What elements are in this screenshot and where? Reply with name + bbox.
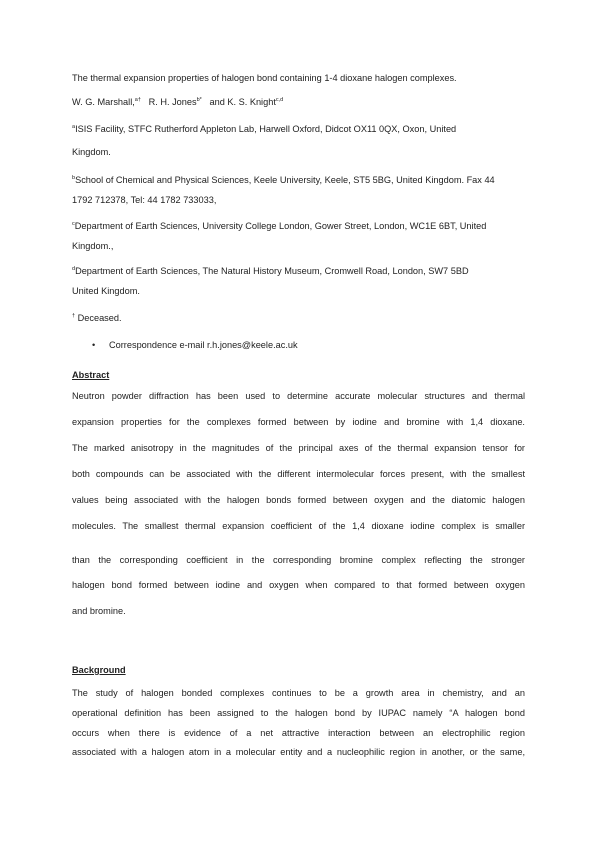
abstract-line: both compounds can be associated with the different intermolecular forces present, with the smallest <box>72 469 525 479</box>
background-line: occurs when there is evidence of a net attractive interaction between an electrophilic region <box>72 728 525 738</box>
author-knight-sup: c,d <box>275 96 284 103</box>
background-line: associated with a halogen atom in a molecular entity and a nucleophilic region in another, or the same, <box>72 747 525 757</box>
abstract-line: molecules. The smallest thermal expansion coefficient of the 1,4 dioxane iodine complex is smaller <box>72 521 525 531</box>
affiliation-d-line2: United Kingdom. <box>72 286 140 296</box>
paper-title: The thermal expansion properties of halogen bond containing 1-4 dioxane halogen complexes. <box>72 73 457 83</box>
abstract-line: and bromine. <box>72 606 126 616</box>
abstract-heading: Abstract <box>72 370 110 380</box>
affiliation-a-sup: a <box>72 123 76 130</box>
background-heading: Background <box>72 665 126 675</box>
deceased-note <box>72 313 122 324</box>
affiliation-b-sup: b <box>72 174 76 181</box>
author-jones-sup: b* <box>196 96 202 103</box>
affiliation-d-text: Department of Earth Sciences, The Natural History Museum, Cromwell Road, London, SW7 5BD <box>75 266 469 276</box>
abstract-line: halogen bond formed between iodine and oxygen when compared to that formed between oxygen <box>72 580 525 590</box>
affiliation-d-line1 <box>72 266 469 277</box>
affiliation-b-line2: 1792 712378, Tel: 44 1782 733033, <box>72 195 217 205</box>
deceased-text: Deceased. <box>75 313 122 323</box>
abstract-line: than the corresponding coefficient in the corresponding bromine complex reflecting the stronger <box>72 555 525 565</box>
background-line: operational definition has been assigned to the halogen bond by IUPAC namely “A halogen bond <box>72 708 525 718</box>
abstract-line: The marked anisotropy in the magnitudes of the principal axes of the thermal expansion tensor for <box>72 443 525 453</box>
affiliation-c-text: Department of Earth Sciences, University College London, Gower Street, London, WC1E 6BT, United <box>74 221 487 231</box>
abstract-line: values being associated with the halogen bonds formed between oxygen and the diatomic halogen <box>72 495 525 505</box>
abstract-line: expansion properties for the complexes formed between by iodine and bromine with 1,4 dioxane. <box>72 417 525 427</box>
author-knight: and K. S. Knight <box>209 97 276 107</box>
affiliation-d-sup: d <box>72 265 76 272</box>
background-line: The study of halogen bonded complexes continues to be a growth area in chemistry, and an <box>72 688 525 698</box>
abstract-line: Neutron powder diffraction has been used to determine accurate molecular structures and thermal <box>72 391 525 401</box>
author-marshall-sup: a† <box>134 96 141 103</box>
affiliation-b-text: School of Chemical and Physical Sciences, Keele University, Keele, ST5 5BG, United Kingdom. Fax 44 <box>75 175 495 185</box>
affiliation-b-line1 <box>72 175 495 186</box>
dagger-sup: † <box>72 312 76 319</box>
affiliation-c-sup: c <box>72 220 75 227</box>
author-marshall: W. G. Marshall, <box>72 97 135 107</box>
author-jones: R. H. Jones <box>148 97 197 107</box>
affiliation-a-text: ISIS Facility, STFC Rutherford Appleton Lab, Harwell Oxford, Didcot OX11 0QX, Oxon, United <box>75 124 457 134</box>
affiliation-a-line2: Kingdom. <box>72 147 111 157</box>
affiliation-c-line1 <box>72 221 486 232</box>
bullet-icon: • <box>92 340 96 350</box>
author-line <box>72 97 283 108</box>
affiliation-c-line2: Kingdom., <box>72 241 114 251</box>
correspondence-email[interactable]: Correspondence e-mail r.h.jones@keele.ac.uk <box>109 340 298 350</box>
affiliation-a-line1 <box>72 124 456 135</box>
